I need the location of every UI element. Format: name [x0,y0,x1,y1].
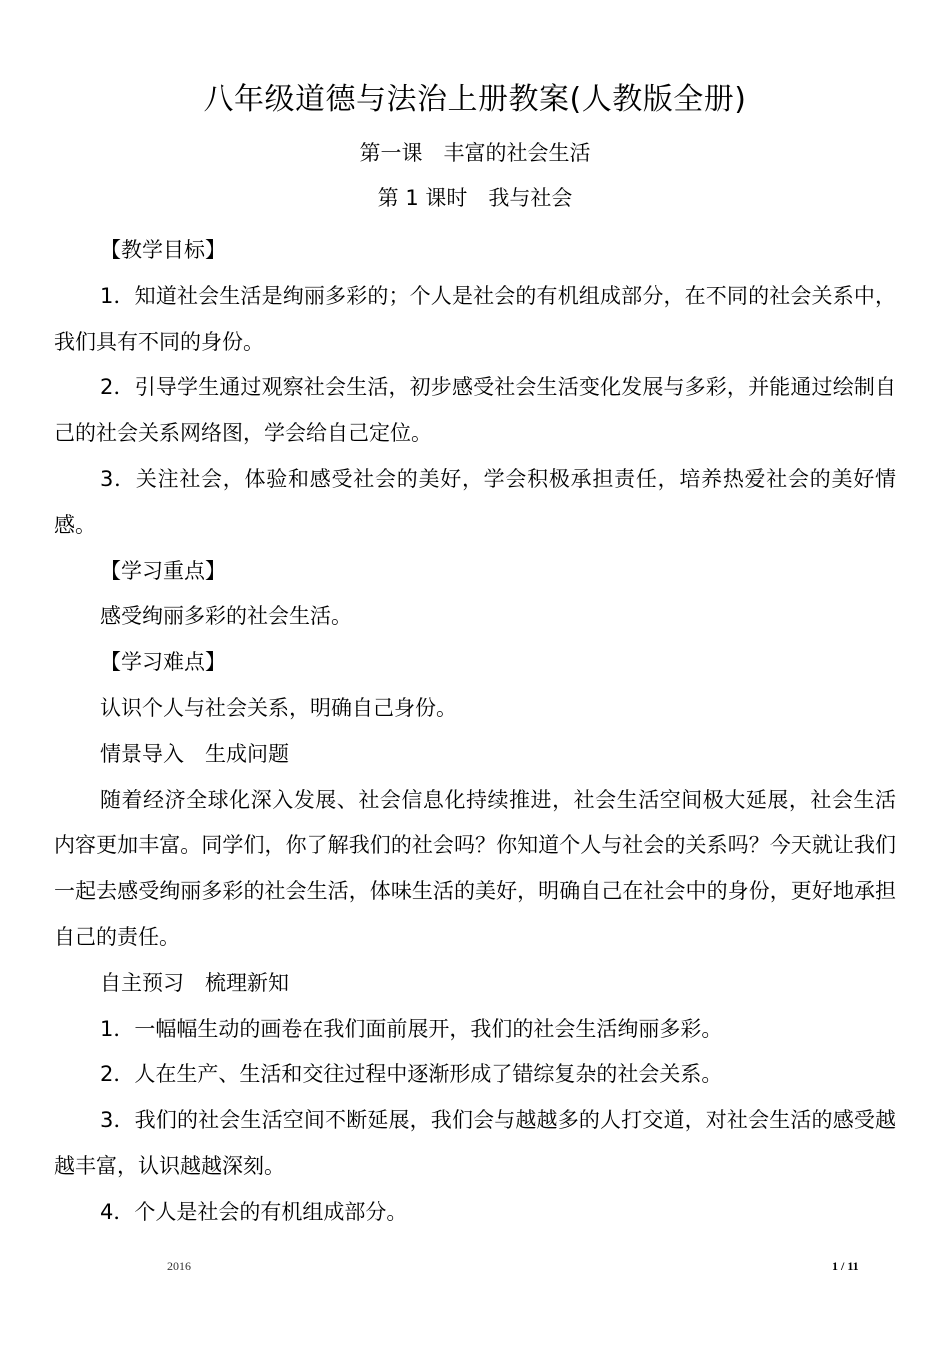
objective-item: 3．关注社会，体验和感受社会的美好，学会积极承担责任，培养热爱社会的美好情感。 [54,466,896,537]
section-heading-intro: 情景导入 生成问题 [100,741,289,766]
section-heading-preview: 自主预习 梳理新知 [100,970,289,995]
section-heading-objectives: 【教学目标】 [100,238,226,262]
section-heading-difficulties: 【学习难点】 [100,650,226,675]
preview-item: 4．个人是社会的有机组成部分。 [100,1199,408,1224]
objective-item: 1．知道社会生活是绚丽多彩的；个人是社会的有机组成部分，在不同的社会关系中，我们具有不同的身份。 [54,283,896,354]
preview-item: 2．人在生产、生活和交往过程中逐渐形成了错综复杂的社会关系。 [100,1062,723,1087]
preview-item: 3．我们的社会生活空间不断延展，我们会与越越多的人打交道，对社会生活的感受越越丰富，认识越越深刻。 [54,1108,896,1178]
footer-year: 2016 [167,1259,191,1273]
lesson-heading: 第一课 丰富的社会生活 [359,141,591,165]
objective-item: 2．引导学生通过观察社会生活，初步感受社会生活变化发展与多彩，并能通过绘制自己的社会关系网络图，学会给自己定位。 [54,375,896,446]
intro-paragraph: 随着经济全球化深入发展、社会信息化持续推进，社会生活空间极大延展，社会生活内容更加丰富。同学们，你了解我们的社会吗？你知道个人与社会的关系吗？今天就让我们一起去感受绚丽多彩的社会生活，体味生活的美好，明确自己在社会中的身份，更好地承担自己的责任。 [54,787,896,949]
page-number: 1 / 11 [832,1259,859,1273]
document-body [54,228,896,1236]
section-heading-key-points: 【学习重点】 [100,558,226,583]
document-title: 八年级道德与法治上册教案(人教版全册) [203,82,747,117]
period-heading: 第 1 课时 我与社会 [377,186,573,210]
difficulty-text: 认识个人与社会关系，明确自己身份。 [100,695,457,720]
key-point-text: 感受绚丽多彩的社会生活。 [100,604,352,629]
preview-item: 1．一幅幅生动的画卷在我们面前展开，我们的社会生活绚丽多彩。 [100,1016,723,1041]
